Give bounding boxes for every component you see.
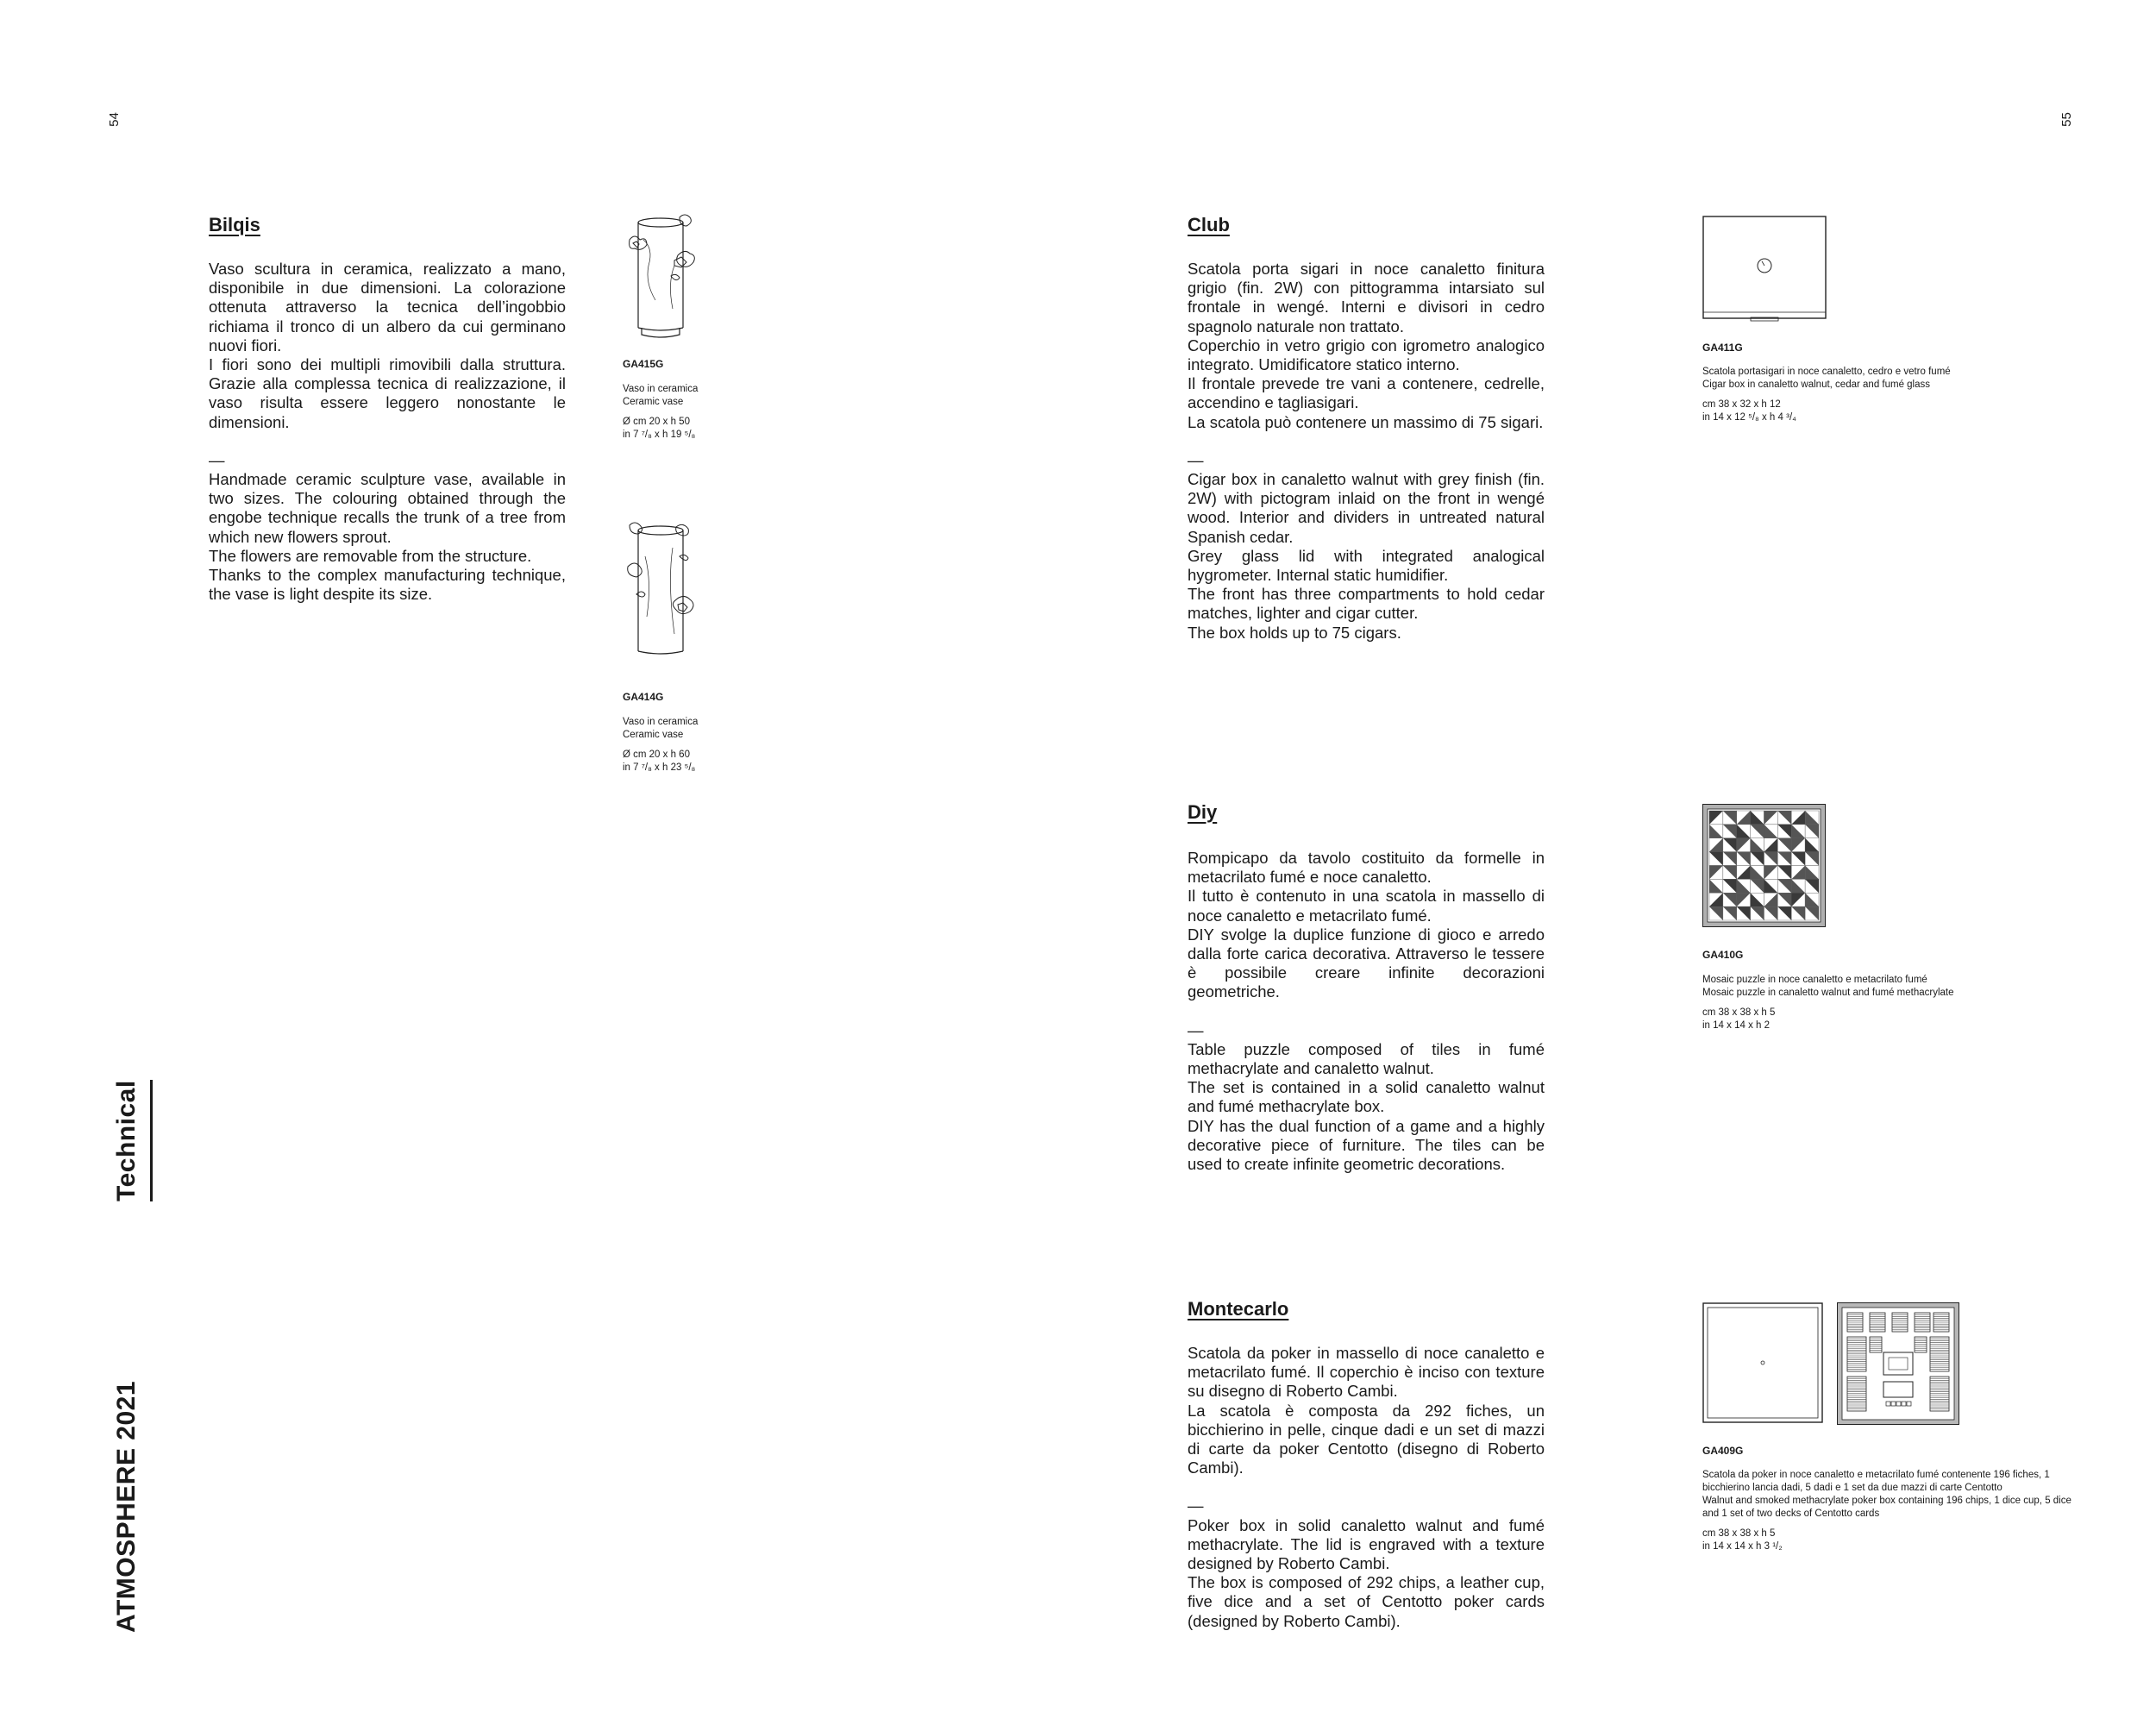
- spec-dim-in: in 14 x 14 x h 3 ¹/₂: [1702, 1541, 1783, 1552]
- spec-desc-en: Mosaic puzzle in canaletto walnut and fumé methacrylate: [1702, 988, 1954, 998]
- cigar-box-ga411g-drawing: [1702, 216, 1827, 323]
- product-code: GA410G: [1702, 949, 1744, 961]
- club-en-paragraph: Grey glass lid with integrated analogical hygrometer. Internal static humidifier.: [1188, 546, 1545, 585]
- page-number-left: 54: [106, 112, 122, 127]
- product-code: GA409G: [1702, 1445, 1744, 1457]
- spec-dim-in: in 14 x 14 x h 2: [1702, 1020, 1770, 1031]
- side-label-catalog: ATMOSPHERE 2021: [112, 1380, 141, 1633]
- product-code: GA414G: [623, 691, 664, 703]
- dice-slot: [1896, 1402, 1901, 1406]
- club-it-paragraph: Coperchio in vetro grigio con igrometro analogico integrato. Umidificatore statico interno.: [1188, 336, 1545, 374]
- spec-dim-in: in 7 ⁷/₈ x h 23 ⁵/₈: [623, 762, 696, 773]
- spec-desc-en: Ceramic vase: [623, 730, 684, 740]
- spec-desc-it: Scatola portasigari in noce canaletto, cedro e vetro fumé: [1702, 367, 1951, 377]
- product-spec: [623, 716, 698, 775]
- montecarlo-title: Montecarlo: [1188, 1298, 1289, 1320]
- dice-slot: [1891, 1402, 1896, 1406]
- product-spec: [1702, 1469, 2090, 1553]
- diy-en-paragraph: DIY has the dual function of a game and a highly decorative piece of furniture. The tiles can be used to create infinite geometric decorations.: [1188, 1116, 1545, 1174]
- bilqis-it-paragraph: Vaso scultura in ceramica, realizzato a mano, disponibile in due dimensioni. La colorazione ottenuta attraverso la tecnica dell’ingobbio richiama il tronco di un albero da cui germinano nuovi fiori.: [209, 260, 566, 354]
- dice-slot: [1902, 1402, 1906, 1406]
- club-title: Club: [1188, 214, 1230, 235]
- product-spec: [623, 383, 698, 442]
- bilqis-it-paragraph: I fiori sono dei multipli rimovibili dalla struttura. Grazie alla complessa tecnica di realizzazione, il vaso risulta essere leggero nonostante le dimensioni.: [209, 355, 566, 431]
- spec-dim-cm: cm 38 x 38 x h 5: [1702, 1528, 1776, 1539]
- club-description: [1188, 260, 1545, 643]
- product-spec: [1702, 974, 1954, 1032]
- bilqis-description: [209, 260, 566, 604]
- poker-box-open-drawing: [1837, 1302, 1959, 1425]
- poker-box-lid-drawing: [1702, 1302, 1823, 1423]
- bilqis-en-paragraph: Handmade ceramic sculpture vase, available in two sizes. The colouring obtained through the engobe technique recalls the trunk of a tree from which new flowers sprout.: [209, 470, 566, 546]
- mosaic-puzzle-ga410g-drawing: [1702, 804, 1826, 927]
- diy-en-paragraph: The set is contained in a solid canaletto walnut and fumé methacrylate box.: [1188, 1078, 1545, 1116]
- montecarlo-en-paragraph: The box is composed of 292 chips, a leather cup, five dice and a set of Centotto poker cards (designed by Roberto Cambi).: [1188, 1573, 1545, 1630]
- spec-desc-en: Ceramic vase: [623, 397, 684, 407]
- spec-dim-cm: Ø cm 20 x h 50: [623, 417, 690, 427]
- spec-dim-in: in 7 ⁷/₈ x h 19 ⁵/₈: [623, 430, 696, 440]
- club-it-paragraph: La scatola può contenere un massimo di 75 sigari.: [1188, 412, 1544, 431]
- montecarlo-it-paragraph: Scatola da poker in massello di noce canaletto e metacrilato fumé. Il coperchio è inciso con texture su disegno di Roberto Cambi.: [1188, 1344, 1545, 1401]
- dice-slot: [1886, 1402, 1890, 1406]
- bilqis-en-paragraph: The flowers are removable from the structure.: [209, 546, 532, 565]
- side-label-technical: Technical: [112, 1080, 153, 1201]
- dash-separator: —: [1188, 1020, 1204, 1039]
- bilqis-en-paragraph: Thanks to the complex manufacturing technique, the vase is light despite its size.: [209, 566, 566, 604]
- bilqis-title: Bilqis: [209, 214, 260, 235]
- dice-slot: [1907, 1402, 1911, 1406]
- spec-desc-it: Vaso in ceramica: [623, 384, 699, 394]
- club-it-paragraph: Scatola porta sigari in noce canaletto finitura grigio (fin. 2W) con pittogramma intarsiato sul frontale in wengé. Interni e divisori in cedro spagnolo naturale non trattato.: [1188, 260, 1545, 336]
- vase-ga414g-drawing: [623, 522, 709, 662]
- club-en-paragraph: Cigar box in canaletto walnut with grey finish (fin. 2W) with pictogram inlaid on the front in wengé wood. Interior and dividers in untreated natural Spanish cedar.: [1188, 470, 1545, 546]
- diy-title: Diy: [1188, 801, 1218, 823]
- dash-separator: —: [1188, 450, 1204, 469]
- page-number-right: 55: [2059, 112, 2074, 127]
- spec-desc-en: Cigar box in canaletto walnut, cedar and fumé glass: [1702, 380, 1931, 390]
- spec-dim-cm: cm 38 x 38 x h 5: [1702, 1007, 1776, 1018]
- spec-desc-en: Walnut and smoked methacrylate poker box containing 196 chips, 1 dice cup, 5 dice and 1 set of two decks of Centotto cards: [1702, 1496, 2071, 1519]
- club-it-paragraph: Il frontale prevede tre vani a contenere, cedrelle, accendino e tagliasigari.: [1188, 374, 1545, 412]
- product-code: GA411G: [1702, 342, 1743, 354]
- diy-it-paragraph: DIY svolge la duplice funzione di gioco e arredo dalla forte carica decorativa. Attraverso le tessere è possibile creare infinite decorazioni geometriche.: [1188, 925, 1545, 1001]
- montecarlo-it-paragraph: La scatola è composta da 292 fiches, un bicchierino in pelle, cinque dadi e un set di mazzi di carte da poker Centotto (disegno di Roberto Cambi).: [1188, 1401, 1545, 1477]
- club-en-paragraph: The front has three compartments to hold cedar matches, lighter and cigar cutter.: [1188, 585, 1545, 623]
- dash-separator: —: [209, 450, 225, 469]
- montecarlo-en-paragraph: Poker box in solid canaletto walnut and fumé methacrylate. The lid is engraved with a texture designed by Roberto Cambi.: [1188, 1515, 1545, 1573]
- product-code: GA415G: [623, 358, 664, 370]
- club-en-paragraph: The box holds up to 75 cigars.: [1188, 623, 1401, 642]
- diy-en-paragraph: Table puzzle composed of tiles in fumé methacrylate and canaletto walnut.: [1188, 1039, 1545, 1078]
- product-spec: [1702, 366, 1951, 424]
- spec-dim-cm: Ø cm 20 x h 60: [623, 750, 690, 760]
- spec-desc-it: Scatola da poker in noce canaletto e metacrilato fumé contenente 196 fiches, 1 bicchierino lancia dadi, 5 dadi e 1 set da due mazzi di carte Centotto: [1702, 1470, 2050, 1493]
- spec-desc-it: Mosaic puzzle in noce canaletto e metacrilato fumé: [1702, 975, 1927, 985]
- diy-it-paragraph: Rompicapo da tavolo costituito da formelle in metacrilato fumé e noce canaletto.: [1188, 849, 1545, 887]
- diy-description: [1188, 849, 1545, 1174]
- spec-dim-cm: cm 38 x 32 x h 12: [1702, 399, 1781, 410]
- montecarlo-description: [1188, 1344, 1545, 1631]
- spec-desc-it: Vaso in ceramica: [623, 717, 699, 727]
- dash-separator: —: [1188, 1496, 1204, 1515]
- vase-ga415g-drawing: [623, 214, 709, 342]
- spec-dim-in: in 14 x 12 ⁵/₈ x h 4 ³/₄: [1702, 412, 1796, 423]
- diy-it-paragraph: Il tutto è contenuto in una scatola in massello di noce canaletto e metacrilato fumé.: [1188, 887, 1545, 925]
